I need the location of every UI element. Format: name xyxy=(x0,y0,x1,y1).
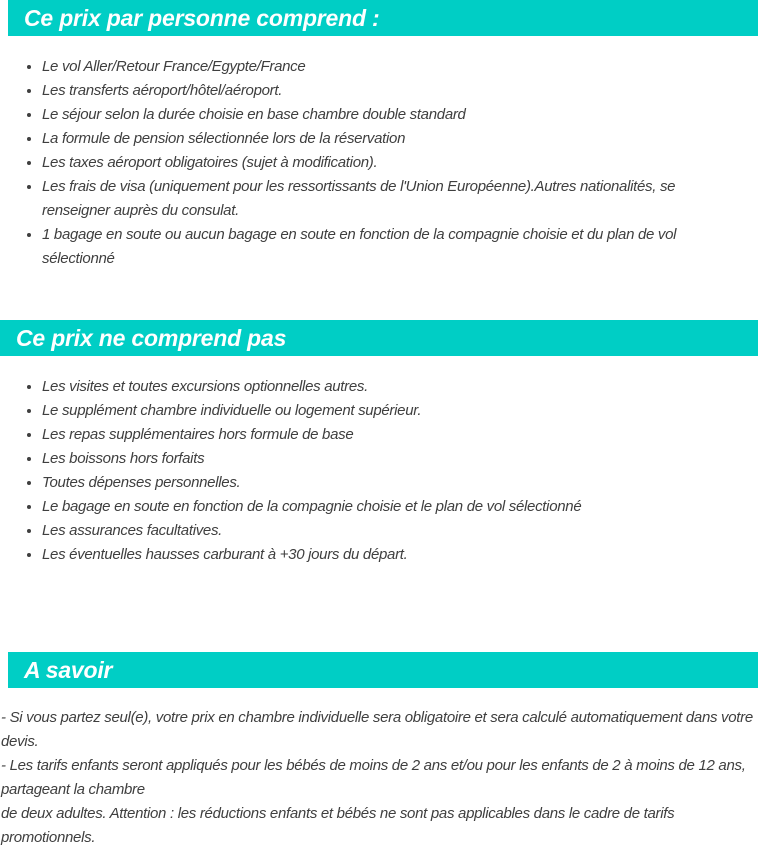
price-includes-list xyxy=(0,55,758,271)
list-item: • Les éventuelles hausses carburant à +30 jours du départ. xyxy=(42,543,738,567)
list-item: • Les frais de visa (uniquement pour les ressortissants de l'Union Européenne).Autres nationalités, se renseigner auprès du consulat. xyxy=(42,175,738,223)
section-title: A savoir xyxy=(24,656,113,683)
list-item: • Le bagage en soute en fonction de la compagnie choisie et le plan de vol sélectionné xyxy=(42,495,738,519)
list-item: • La formule de pension sélectionnée lors de la réservation xyxy=(42,127,738,151)
section-title: Ce prix ne comprend pas xyxy=(16,324,287,351)
list-item: • Le supplément chambre individuelle ou logement supérieur. xyxy=(42,399,738,423)
section-price-excludes xyxy=(0,320,758,567)
list-item: • Toutes dépenses personnelles. xyxy=(42,471,738,495)
list-item: • Les assurances facultatives. xyxy=(42,519,738,543)
note-line: - Les tarifs enfants seront appliqués pour les bébés de moins de 2 ans et/ou pour les enfants de 2 à moins de 12 ans, partageant la chambre xyxy=(1,757,746,798)
list-item: • Le séjour selon la durée choisie en base chambre double standard xyxy=(42,103,738,127)
list-item: • Les taxes aéroport obligatoires (sujet à modification). xyxy=(42,151,738,175)
section-price-includes xyxy=(0,0,758,271)
list-item: • Les boissons hors forfaits xyxy=(42,447,738,471)
note-line: de deux adultes. Attention : les réductions enfants et bébés ne sont pas applicables dans le cadre de tarifs promotionnels. xyxy=(1,805,675,846)
good-to-know-notes xyxy=(0,706,758,850)
list-item: • Le vol Aller/Retour France/Egypte/France xyxy=(42,55,738,79)
list-item: • Les visites et toutes excursions optionnelles autres. xyxy=(42,375,738,399)
section-title: Ce prix par personne comprend : xyxy=(24,4,380,31)
section-good-to-know xyxy=(0,652,758,850)
section-header-price-includes xyxy=(8,0,758,36)
section-header-price-excludes xyxy=(0,320,758,356)
note-line: - Si vous partez seul(e), votre prix en chambre individuelle sera obligatoire et sera calculé automatiquement dans votre devis. xyxy=(1,709,753,750)
price-excludes-list xyxy=(0,375,758,567)
list-item: • 1 bagage en soute ou aucun bagage en soute en fonction de la compagnie choisie et du plan de vol sélectionné xyxy=(42,223,738,271)
list-item: • Les repas supplémentaires hors formule de base xyxy=(42,423,738,447)
list-item: • Les transferts aéroport/hôtel/aéroport. xyxy=(42,79,738,103)
section-header-good-to-know xyxy=(8,652,758,688)
